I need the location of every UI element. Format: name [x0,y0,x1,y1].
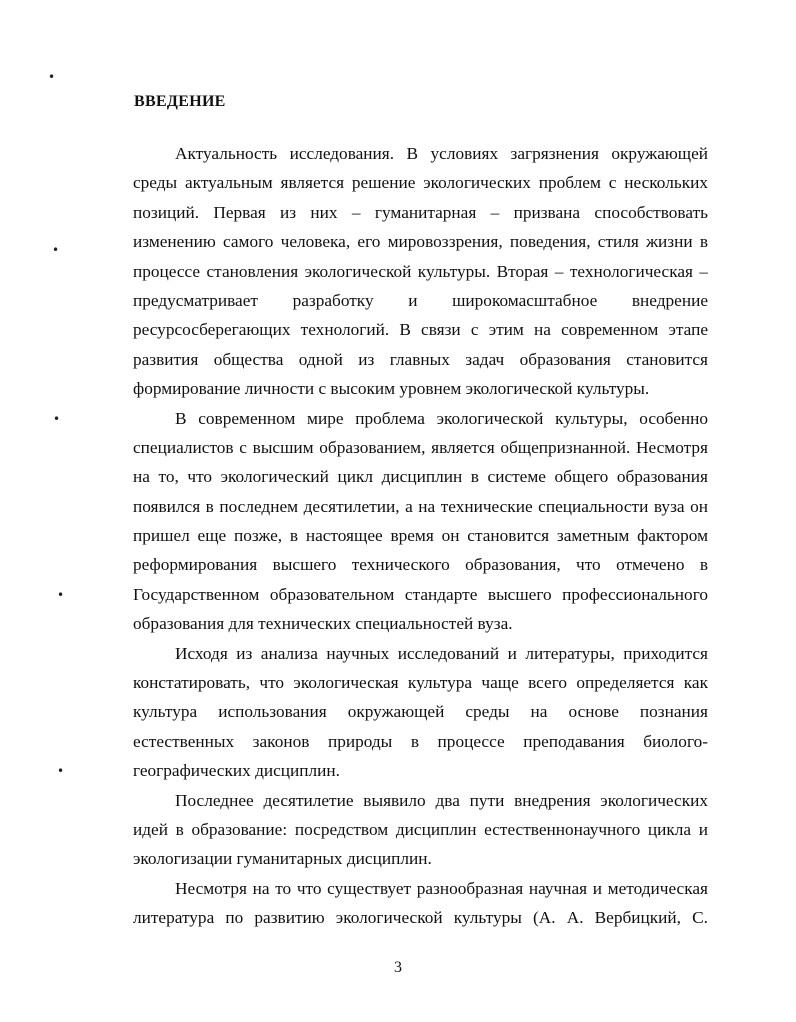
text-line: специалистов с высшим образованием, является общепризнанной. Несмотря [133,437,708,457]
scan-mark: • [57,588,65,602]
text-line: появился в последнем десятилетии, а на технические специальности вуза он [133,496,708,516]
text-line: литература по развитию экологической культуры (А. А. Вербицкий, С. [133,908,708,928]
text-line: реформирования высшего технического образования, что отмечено в [133,555,708,575]
text-line: экологизации гуманитарных дисциплин. [133,849,432,869]
text-line: ресурсосберегающих технологий. В связи с этим на современном этапе [133,320,708,340]
text-line: предусматривает разработку и широкомасштабное внедрение [133,290,708,310]
text-line: изменению самого человека, его мировоззрения, поведения, стиля жизни в [133,232,708,252]
text-line: естественных законов природы в процессе преподавания биолого- [133,731,708,751]
text-line: формирование личности с высоким уровнем экологической культуры. [133,379,650,399]
text-line: процессе становления экологической культуры. Вторая – технологическая – [133,261,708,281]
text-line: образования для технических специальностей вуза. [133,614,513,634]
text-line: В современном мире проблема экологической культуры, особенно [175,408,708,428]
text-line: культура использования окружающей среды на основе познания [133,702,708,722]
scan-mark: • [52,243,60,257]
text-line: Государственном образовательном стандарте высшего профессионального [133,584,708,604]
text-line: на то, что экологический цикл дисциплин в системе общего образования [133,467,708,487]
page-number: 3 [394,959,402,976]
text-line: пришел еще позже, в настоящее время он становится заметным фактором [133,526,708,546]
scan-mark: • [48,70,56,84]
text-line: позиций. Первая из них – гуманитарная – призвана способствовать [133,202,708,222]
text-line: Последнее десятилетие выявило два пути внедрения экологических [175,790,708,810]
text-line: географических дисциплин. [133,761,340,781]
text-line: Исходя из анализа научных исследований и литературы, приходится [175,643,708,663]
body-text [133,139,708,933]
text-line: Несмотря на то что существует разнообразная научная и методическая [175,878,708,898]
scan-mark: • [53,412,61,426]
text-line: идей в образование: посредством дисциплин естественнонаучного цикла и [133,819,708,839]
text-line: среды актуальным является решение экологических проблем с нескольких [133,173,708,193]
text-line: Актуальность исследования. В условиях загрязнения окружающей [175,144,708,163]
text-line: развития общества одной из главных задач образования становится [133,349,708,369]
text-line: констатировать, что экологическая культура чаще всего определяется как [133,673,708,693]
scan-mark: • [57,764,65,778]
section-heading: ВВЕДЕНИЕ [134,93,226,110]
